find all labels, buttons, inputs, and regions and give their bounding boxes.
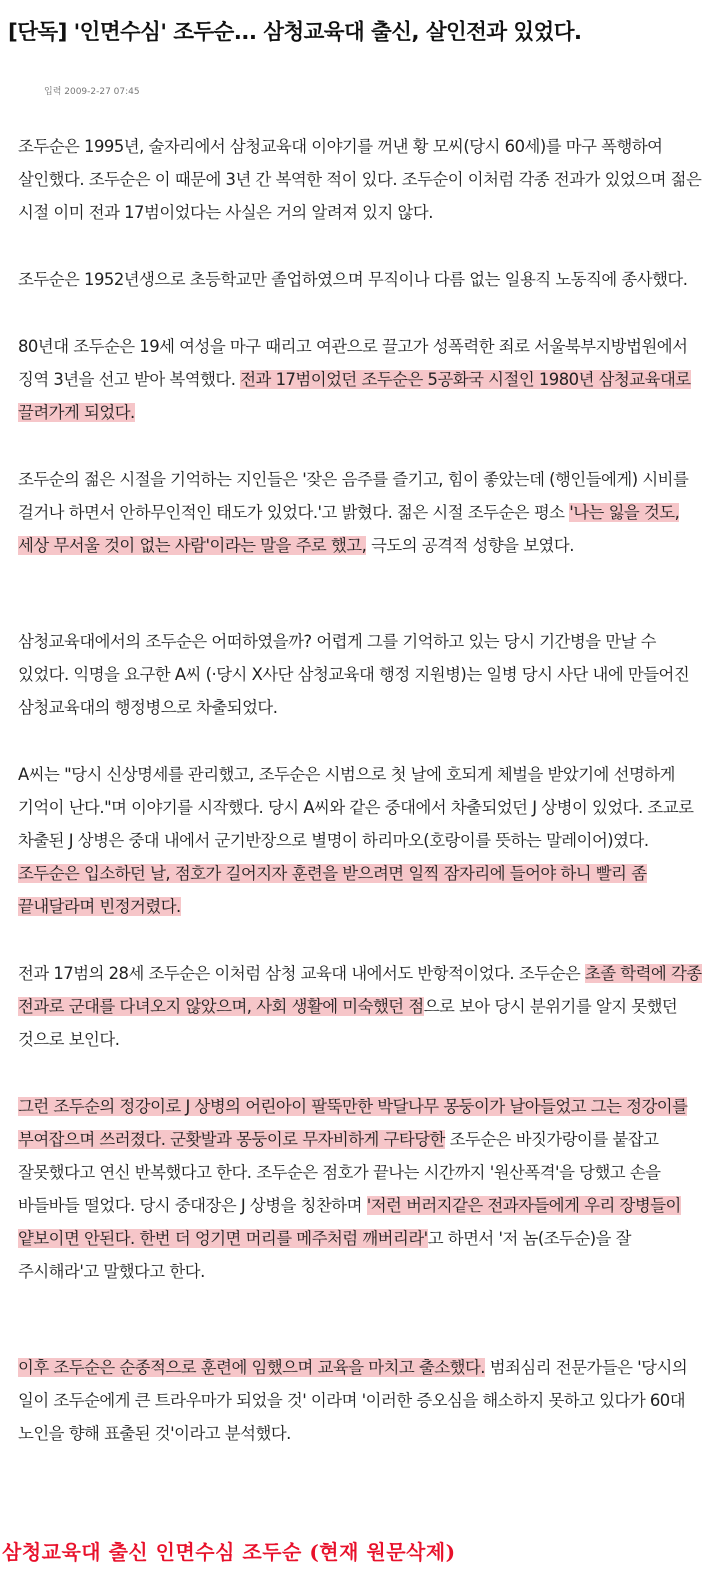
paragraph-text: 전과 17범의 28세 조두순은 이처럼 삼청 교육대 내에서도 반항적이었다. 조두순은 xyxy=(18,964,585,983)
publish-date: 입력 2009-2-27 07:45 xyxy=(44,87,140,97)
paragraph xyxy=(18,1351,708,1450)
paragraph xyxy=(18,1090,708,1288)
paragraph-text: 조두순은 바짓가랑이를 붙잡고 잘못했다고 연신 반복했다고 한다. 조두순은 점호가 끝나는 시간까지 '원산폭격'을 당했고 손을 바들바들 떨었다. 당시 중대장은 J 상병을 칭찬하며 xyxy=(18,1130,661,1215)
paragraph-text: 조두순은 1995년, 술자리에서 삼청교육대 이야기를 꺼낸 황 모씨(당시 60세)를 마구 폭행하여 살인했다. 조두순은 이 때문에 3년 간 복역한 적이 있다. 조두순이 이처럼 각종 전과가 있었으며 젊은 시절 이미 전과 17범이었다는 사실은 거의 알려져 있지 않다. xyxy=(18,137,702,222)
highlighted-text: '저런 버러지같은 전과자들에게 우리 장병들이 얕보이면 안된다. 한번 더 엉기면 머리를 메주처럼 깨버리라' xyxy=(18,1196,681,1248)
image-caption: 삼청교육대 출신 인면수심 조두순 (현재 원문삭제) xyxy=(2,1540,456,1564)
paragraph-text: 극도의 공격적 성향을 보였다. xyxy=(366,536,574,555)
paragraph-text: 80년대 조두순은 19세 여성을 마구 때리고 여관으로 끌고가 성폭력한 죄로 서울북부지방법원에서 징역 3년을 선고 받아 복역했다. xyxy=(18,337,688,389)
paragraph-text: 고 하면서 '저 놈(조두순)을 잘 주시해라'고 말했다고 한다. xyxy=(18,1229,631,1281)
paragraph-text: 삼청교육대에서의 조두순은 어떠하였을까? 어렵게 그를 기억하고 있는 당시 기간병을 만날 수 있었다. 익명을 요구한 A씨 (·당시 X사단 삼청교육대 행정 지원병)는 일병 당시 사단 내에 만들어진 삼청교육대의 행정병으로 차출되었다. xyxy=(18,632,690,717)
paragraph xyxy=(18,463,708,562)
highlighted-text: 전과 17범이었던 조두순은 5공화국 시절인 1980년 삼청교육대로 끌려가게 되었다. xyxy=(18,370,691,422)
paragraph-text: 조두순의 젊은 시절을 기억하는 지인들은 '잦은 음주를 즐기고, 힘이 좋았는데 (행인들에게) 시비를 걸거나 하면서 안하무인적인 태도가 있었다.'고 밝혔다. 젊은 시절 조두순은 평소 xyxy=(18,470,689,522)
highlighted-text: '나는 잃을 것도, 세상 무서울 것이 없는 사람'이라는 말을 주로 했고, xyxy=(18,503,680,555)
paragraph xyxy=(18,957,708,1056)
highlighted-text: 이후 조두순은 순종적으로 훈련에 임했으며 교육을 마치고 출소했다. xyxy=(18,1358,486,1377)
paragraph xyxy=(18,758,708,923)
highlighted-text: 그런 조두순의 정강이로 J 상병의 어린아이 팔뚝만한 박달나무 몽둥이가 날아들었고 그는 정강이를 부여잡으며 쓰러졌다. 군홧발과 몽둥이로 무자비하게 구타당한 xyxy=(18,1097,688,1149)
paragraph xyxy=(18,263,708,296)
paragraph xyxy=(18,625,708,724)
paragraph-text: 범죄심리 전문가들은 '당시의 일이 조두순에게 큰 트라우마가 되었을 것' 이라며 '이러한 증오심을 해소하지 못하고 있다가 60대 노인을 향해 표출된 것'이라고 분석했다. xyxy=(18,1358,688,1443)
paragraph-text: 조두순은 1952년생으로 초등학교만 졸업하였으며 무직이나 다름 없는 일용직 노동직에 종사했다. xyxy=(18,270,688,289)
highlighted-text: 초졸 학력에 각종 전과로 군대를 다녀오지 않았으며, 사회 생활에 미숙했던 점 xyxy=(18,964,702,1016)
paragraph-text: 으로 보아 당시 분위기를 알지 못했던 것으로 보인다. xyxy=(18,997,678,1049)
article-headline: [단독] '인면수심' 조두순... 삼청교육대 출신, 살인전과 있었다. xyxy=(8,20,582,45)
paragraph xyxy=(18,330,708,429)
highlighted-text: 조두순은 입소하던 날, 점호가 길어지자 훈련을 받으려면 일찍 잠자리에 들어야 하니 빨리 좀 끝내달라며 빈정거렸다. xyxy=(18,864,647,916)
paragraph-text: A씨는 "당시 신상명세를 관리했고, 조두순은 시범으로 첫 날에 호되게 체벌을 받았기에 선명하게 기억이 난다."며 이야기를 시작했다. 당시 A씨와 같은 중대에서 차출되었던 J 상병이 있었다. 조교로 차출된 J 상병은 중대 내에서 군기반장으로 별명이 하리마오(호랑이를 뜻하는 말레이어)였다. xyxy=(18,765,694,850)
article-body xyxy=(18,130,708,1458)
paragraph xyxy=(18,130,708,229)
